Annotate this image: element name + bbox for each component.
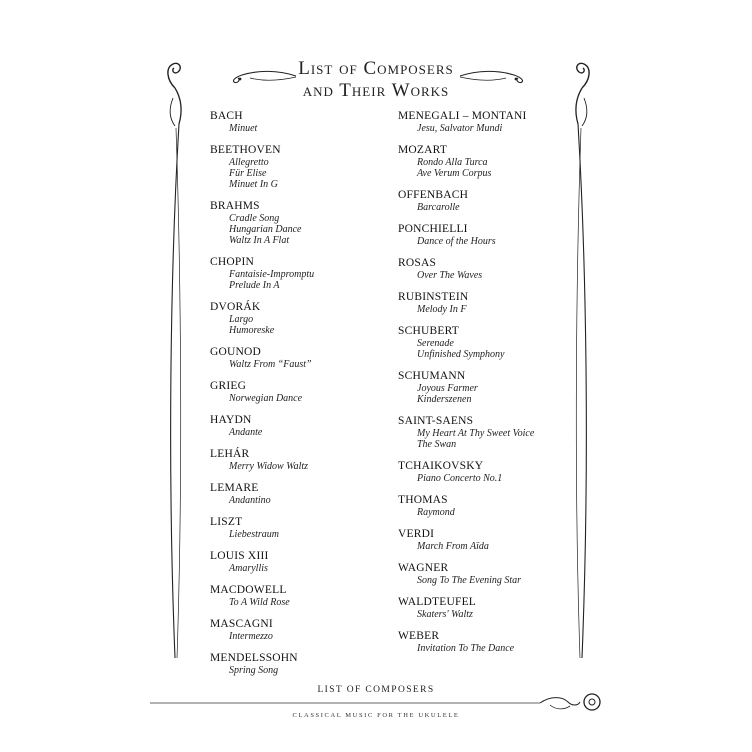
work-title: Fantaisie-Impromptu: [229, 269, 315, 280]
composer-entry: [398, 291, 534, 315]
work-title: Piano Concerto No.1: [417, 473, 503, 484]
work-title: Joyous Farmer: [417, 383, 478, 394]
composer-name: ROSAS: [398, 257, 437, 269]
work-title: Hungarian Dance: [229, 224, 302, 235]
composer-list-right: [398, 110, 534, 664]
composer-name: TCHAIKOVSKY: [398, 460, 484, 472]
composer-name: BEETHOVEN: [210, 144, 281, 156]
work-title: March From Aïda: [417, 541, 489, 552]
composer-name: LISZT: [210, 516, 243, 528]
composer-entry: [210, 448, 314, 472]
work-title: Humoreske: [229, 325, 275, 336]
composer-name: MENEGALI – MONTANI: [398, 110, 527, 122]
composer-entry: [398, 144, 534, 179]
work-title: Andante: [229, 427, 263, 438]
work-title: Spring Song: [229, 665, 279, 676]
composer-entry: [210, 618, 314, 642]
composer-entry: [398, 110, 534, 134]
footer-subtitle: CLASSICAL MUSIC FOR THE UKULELE: [292, 712, 460, 719]
work-title: Over The Waves: [417, 270, 483, 281]
work-title: Unfinished Symphony: [417, 349, 505, 360]
composer-name: BRAHMS: [210, 200, 260, 212]
footer-rule-ornament-icon: [150, 690, 610, 714]
composer-name: MASCAGNI: [210, 618, 273, 630]
work-title: Allegretto: [229, 157, 269, 168]
composer-entry: [398, 370, 534, 405]
title-flourish-left-icon: [228, 66, 298, 86]
work-title: Largo: [229, 314, 254, 325]
work-title: Kinderszenen: [417, 394, 472, 405]
composer-entry: [398, 562, 534, 586]
composer-entry: [398, 257, 534, 281]
work-title: Raymond: [417, 507, 455, 518]
composer-entry: [210, 414, 314, 438]
composer-entry: [210, 584, 314, 608]
composer-name: CHOPIN: [210, 256, 255, 268]
work-title: Für Elise: [229, 168, 267, 179]
composer-entry: [210, 144, 314, 190]
composer-entry: [210, 301, 314, 336]
work-title: Liebestraum: [229, 529, 279, 540]
work-title: Norwegian Dance: [229, 393, 303, 404]
composer-name: PONCHIELLI: [398, 223, 468, 235]
composer-name: MOZART: [398, 144, 448, 156]
composer-entry: [210, 652, 314, 676]
work-title: Merry Widow Waltz: [229, 461, 309, 472]
work-title: Rondo Alla Turca: [417, 157, 488, 168]
composer-name: VERDI: [398, 528, 435, 540]
title-flourish-right-icon: [458, 66, 528, 86]
page-title: [0, 58, 752, 102]
work-title: The Swan: [417, 439, 457, 450]
work-title: Melody In F: [417, 304, 467, 315]
composer-name: LEHÁR: [210, 448, 250, 460]
composer-name: OFFENBACH: [398, 189, 469, 201]
work-title: Serenade: [417, 338, 454, 349]
composer-name: SCHUMANN: [398, 370, 466, 382]
work-title: Intermezzo: [229, 631, 273, 642]
composer-list-left: [210, 110, 314, 686]
composer-name: MACDOWELL: [210, 584, 287, 596]
composer-entry: [210, 256, 314, 291]
composer-name: THOMAS: [398, 494, 448, 506]
work-title: Jesu, Salvator Mundi: [417, 123, 503, 134]
work-title: Cradle Song: [229, 213, 280, 224]
composer-name: HAYDN: [210, 414, 252, 426]
page-title-line-1: List of Composers: [298, 58, 454, 79]
composer-name: MENDELSSOHN: [210, 652, 298, 664]
work-title: Dance of the Hours: [417, 236, 496, 247]
composer-name: WAGNER: [398, 562, 449, 574]
work-title: To A Wild Rose: [229, 597, 290, 608]
composer-entry: [210, 516, 314, 540]
work-title: My Heart At Thy Sweet Voice: [417, 428, 535, 439]
work-title: Barcarolle: [417, 202, 460, 213]
work-title: Minuet: [229, 123, 258, 134]
composer-entry: [210, 482, 314, 506]
composer-name: LEMARE: [210, 482, 259, 494]
composer-entry: [398, 528, 534, 552]
work-title: Waltz In A Flat: [229, 235, 290, 246]
composer-entry: [398, 460, 534, 484]
composer-name: SAINT-SAENS: [398, 415, 474, 427]
composer-entry: [398, 223, 534, 247]
work-title: Prelude In A: [229, 280, 280, 291]
page-title-line-2: and Their Works: [302, 80, 450, 101]
composer-entry: [210, 380, 314, 404]
work-title: Ave Verum Corpus: [417, 168, 492, 179]
composer-entry: [398, 630, 534, 654]
composer-entry: [210, 550, 314, 574]
work-title: Invitation To The Dance: [417, 643, 515, 654]
composer-name: DVORÁK: [210, 301, 261, 313]
composer-name: SCHUBERT: [398, 325, 459, 337]
composer-entry: [398, 415, 534, 450]
composer-name: WEBER: [398, 630, 440, 642]
footer-title: LIST OF COMPOSERS: [317, 685, 435, 695]
composer-name: LOUIS XIII: [210, 550, 269, 562]
work-title: Andantino: [229, 495, 271, 506]
work-title: Amaryllis: [229, 563, 268, 574]
composer-entry: [398, 325, 534, 360]
composer-name: BACH: [210, 110, 243, 122]
left-border-scroll-icon: [155, 58, 195, 668]
composer-entry: [210, 110, 314, 134]
work-title: Song To The Evening Star: [417, 575, 522, 586]
composer-entry: [398, 189, 534, 213]
right-border-scroll-icon: [562, 58, 602, 668]
composer-name: RUBINSTEIN: [398, 291, 469, 303]
composer-entry: [398, 494, 534, 518]
composer-name: GOUNOD: [210, 346, 262, 358]
composer-entry: [210, 346, 314, 370]
composer-entry: [398, 596, 534, 620]
work-title: Skaters' Waltz: [417, 609, 473, 620]
composer-entry: [210, 200, 314, 246]
composer-name: WALDTEUFEL: [398, 596, 477, 608]
composer-name: GRIEG: [210, 380, 247, 392]
work-title: Minuet In G: [229, 179, 278, 190]
work-title: Waltz From “Faust”: [229, 359, 312, 370]
